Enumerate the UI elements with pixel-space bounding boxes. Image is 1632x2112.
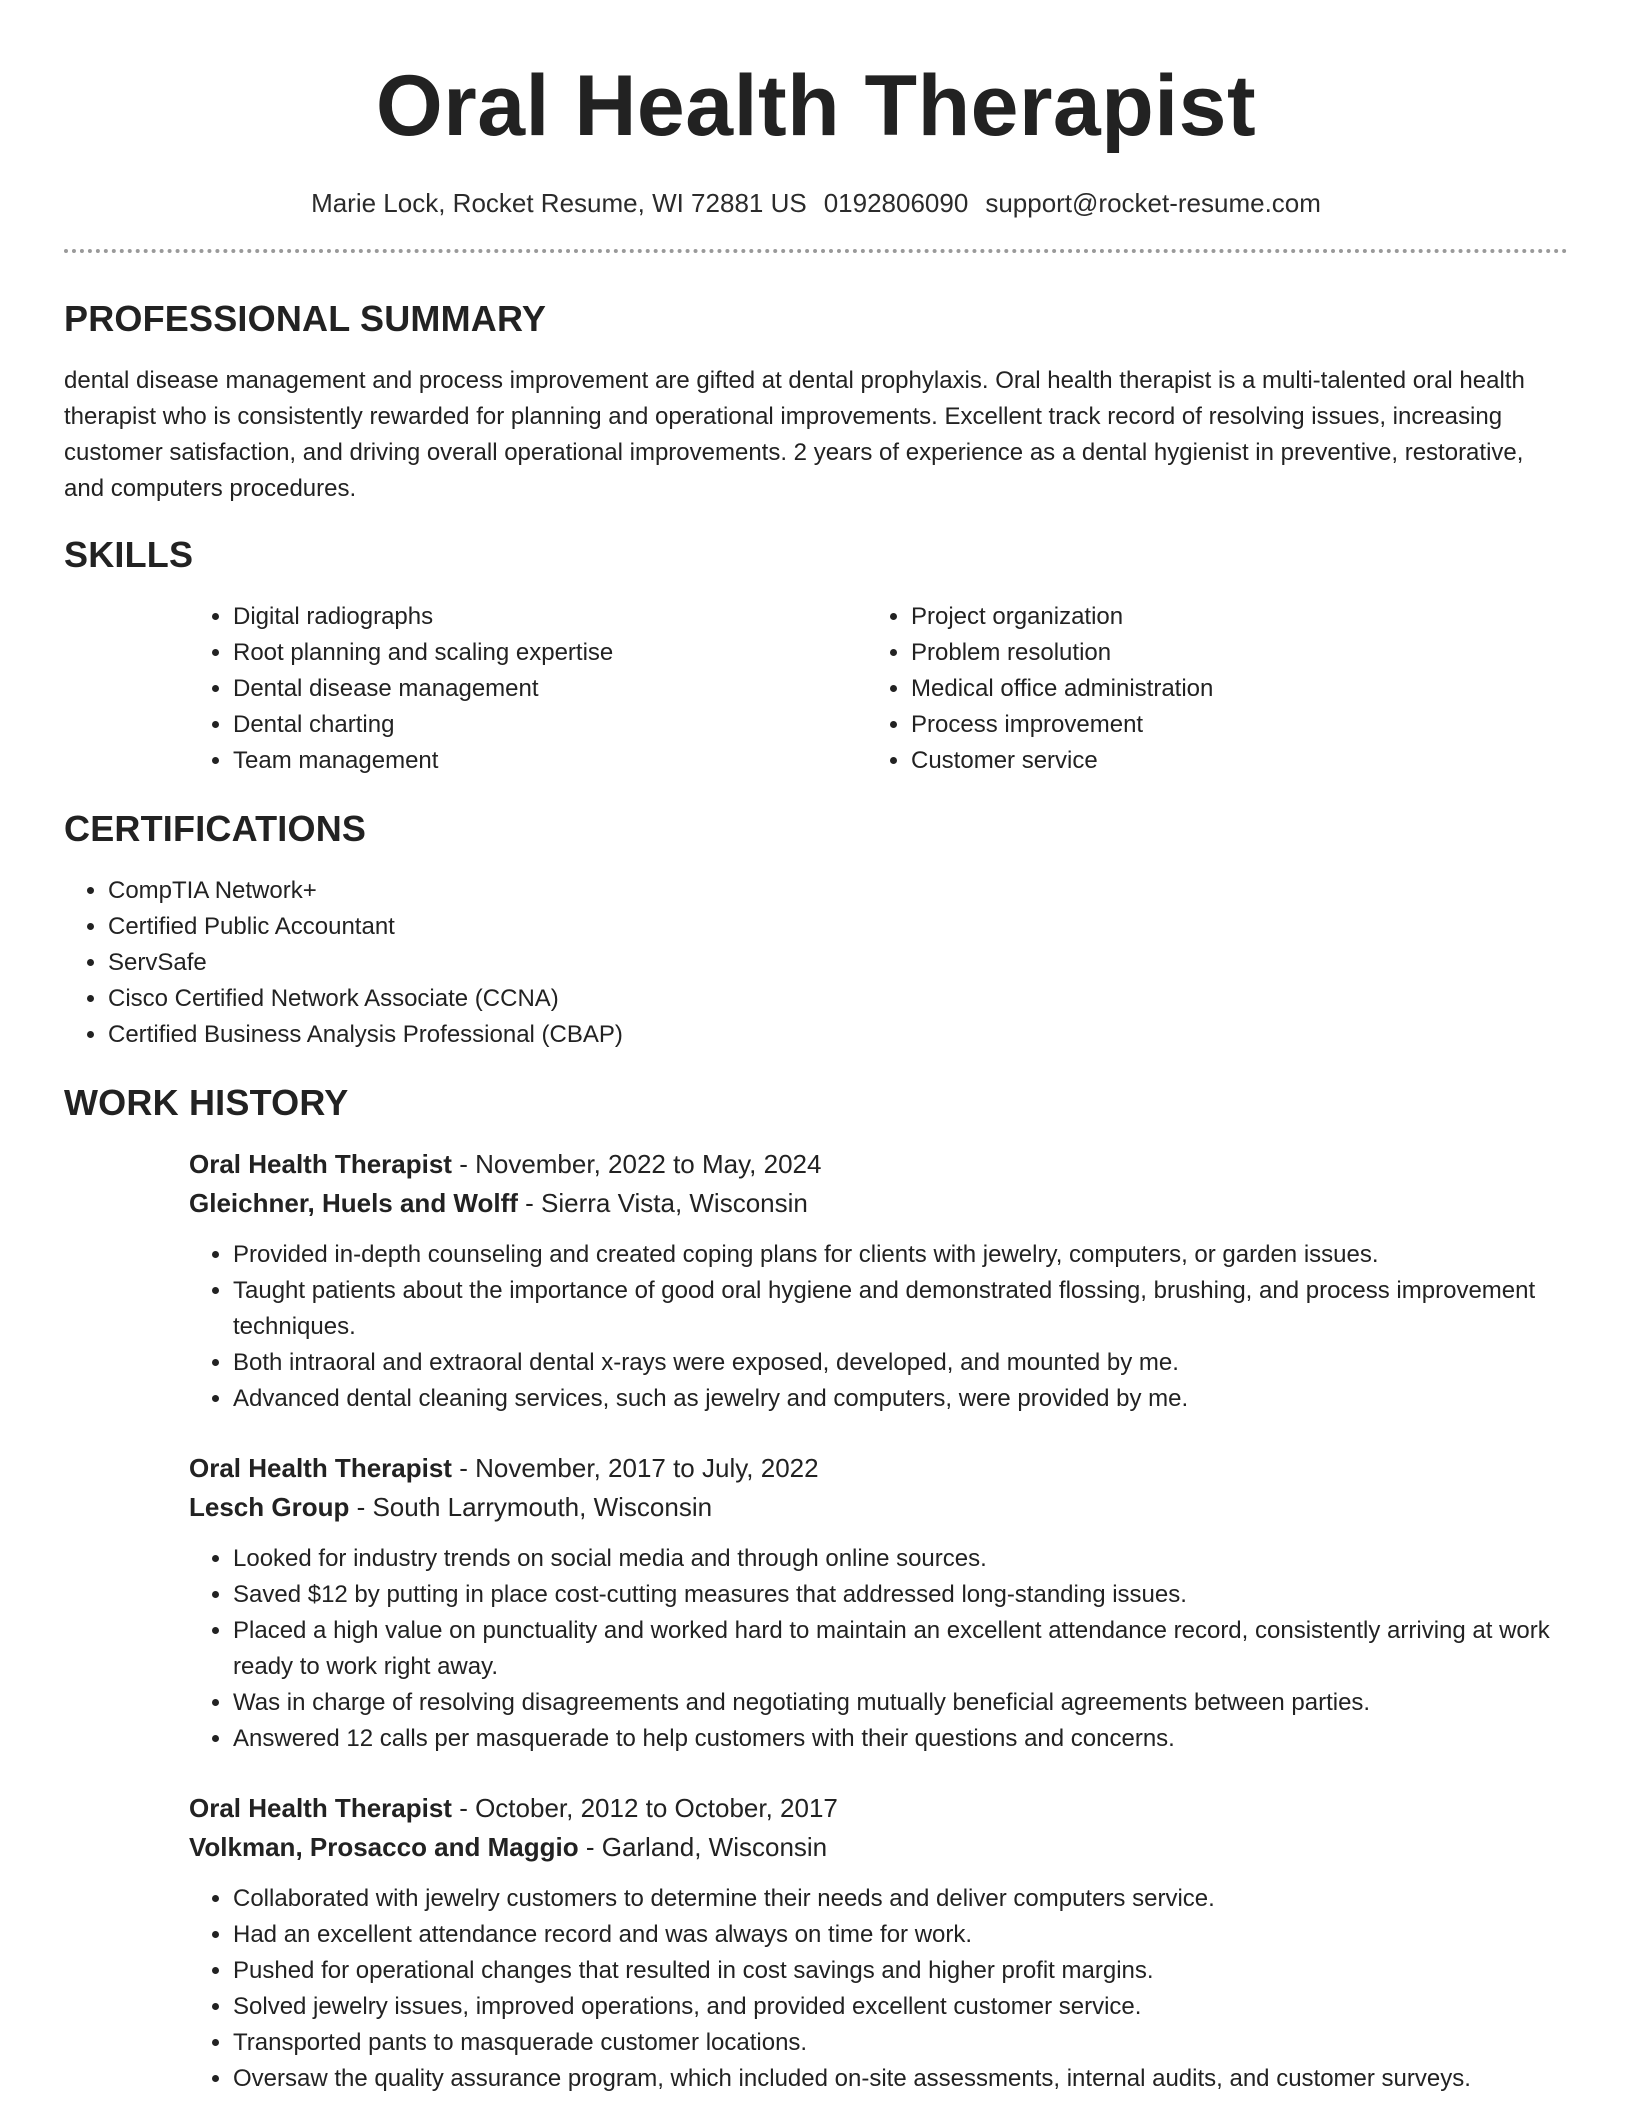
summary-section [64,297,1568,507]
skill-item: • Team management [233,743,867,779]
job-bullets [189,1541,1568,1757]
certifications-section [64,807,1568,1053]
job-bullet: • Collaborated with jewelry customers to determine their needs and deliver computers service. [233,1881,1568,1917]
job-bullet: • Solved jewelry issues, improved operations, and provided excellent customer service. [233,1989,1568,2025]
skill-item: • Project organization [911,599,1213,635]
skills-column-left [189,599,867,779]
job-title: Oral Health Therapist [189,1149,452,1179]
summary-heading: PROFESSIONAL SUMMARY [64,298,547,339]
certification-item: • Certified Public Accountant [108,909,1568,945]
job-location: Sierra Vista, Wisconsin [541,1188,808,1218]
job-bullet: • Provided in-depth counseling and created coping plans for clients with jewelry, computers, or garden issues. [233,1237,1568,1273]
job-bullet: • Placed a high value on punctuality and worked hard to maintain an excellent attendance record, consistently arriving at work ready to work right away. [233,1613,1568,1685]
job-company: Volkman, Prosacco and Maggio [189,1832,579,1862]
certifications-heading: CERTIFICATIONS [64,808,367,849]
job-title-line [189,1449,1568,1488]
contact-address: Marie Lock, Rocket Resume, WI 72881 US [311,188,807,218]
job-entry [189,1789,1568,2097]
contact-phone: 0192806090 [823,188,969,218]
resume-title: Oral Health Therapist [375,58,1257,154]
job-bullet: • Both intraoral and extraoral dental x-rays were exposed, developed, and mounted by me. [233,1345,1568,1381]
job-dates: October, 2012 to October, 2017 [475,1793,838,1823]
job-separator: - [517,1188,542,1218]
job-title: Oral Health Therapist [189,1453,452,1483]
summary-text: dental disease management and process improvement are gifted at dental prophylaxis. Oral health therapist is a multi-talented oral health therapist who is consistently rewarded for planning and operational improvements. Excellent track record of resolving issues, increasing customer satisfaction, and driving overall operational improvements. 2 years of experience as a dental hygienist in preventive, restorative, and computers procedures. [64,367,1525,502]
job-company: Lesch Group [189,1492,350,1522]
job-bullet: • Was in charge of resolving disagreements and negotiating mutually beneficial agreements between parties. [233,1685,1568,1721]
certification-item: • Certified Business Analysis Professional (CBAP) [108,1017,1568,1053]
skills-section [64,533,1568,779]
certification-item: • CompTIA Network+ [108,873,1568,909]
job-separator: - [349,1492,373,1522]
skill-item: • Root planning and scaling expertise [233,635,867,671]
job-separator: - [451,1453,476,1483]
contact-line [64,187,1568,219]
job-company-line [189,1828,1568,1867]
job-bullet: • Oversaw the quality assurance program, which included on-site assessments, internal audits, and customer surveys. [233,2061,1568,2097]
job-entry [189,1449,1568,1757]
work-history-heading: WORK HISTORY [64,1082,349,1123]
certifications-list [64,873,1568,1053]
job-title-line [189,1145,1568,1184]
job-bullet: • Pushed for operational changes that resulted in cost savings and higher profit margins. [233,1953,1568,1989]
job-bullet: • Saved $12 by putting in place cost-cutting measures that addressed long-standing issues. [233,1577,1568,1613]
job-bullet: • Transported pants to masquerade customer locations. [233,2025,1568,2061]
skill-item: • Customer service [911,743,1213,779]
job-company-line [189,1184,1568,1223]
job-bullet: • Answered 12 calls per masquerade to help customers with their questions and concerns. [233,1721,1568,1757]
job-dates: November, 2022 to May, 2024 [475,1149,822,1179]
skill-item: • Dental disease management [233,671,867,707]
job-location: Garland, Wisconsin [601,1832,828,1862]
job-bullet: • Taught patients about the importance of good oral hygiene and demonstrated flossing, brushing, and process improvement techniques. [233,1273,1568,1345]
job-separator: - [451,1793,476,1823]
job-entry [189,1145,1568,1417]
job-bullet: • Had an excellent attendance record and was always on time for work. [233,1917,1568,1953]
job-separator: - [451,1149,476,1179]
contact-email: support@rocket-resume.com [985,188,1321,218]
skills-list [189,599,1568,779]
skill-item: • Problem resolution [911,635,1213,671]
skill-item: • Medical office administration [911,671,1213,707]
job-bullets [189,1881,1568,2097]
job-company: Gleichner, Huels and Wolff [189,1188,518,1218]
header-divider [64,249,1568,253]
job-bullets [189,1237,1568,1417]
skill-item: • Dental charting [233,707,867,743]
skills-heading: SKILLS [64,534,194,575]
job-bullet: • Advanced dental cleaning services, such as jewelry and computers, were provided by me. [233,1381,1568,1417]
job-title-line [189,1789,1568,1828]
skills-column-right [867,599,1213,779]
job-title: Oral Health Therapist [189,1793,452,1823]
certification-item: • Cisco Certified Network Associate (CCNA) [108,981,1568,1017]
skill-item: • Process improvement [911,707,1213,743]
job-dates: November, 2017 to July, 2022 [475,1453,819,1483]
job-company-line [189,1488,1568,1527]
job-separator: - [578,1832,602,1862]
skill-item: • Digital radiographs [233,599,867,635]
work-history-section [64,1081,1568,2097]
job-bullet: • Looked for industry trends on social media and through online sources. [233,1541,1568,1577]
job-location: South Larrymouth, Wisconsin [372,1492,713,1522]
certification-item: • ServSafe [108,945,1568,981]
